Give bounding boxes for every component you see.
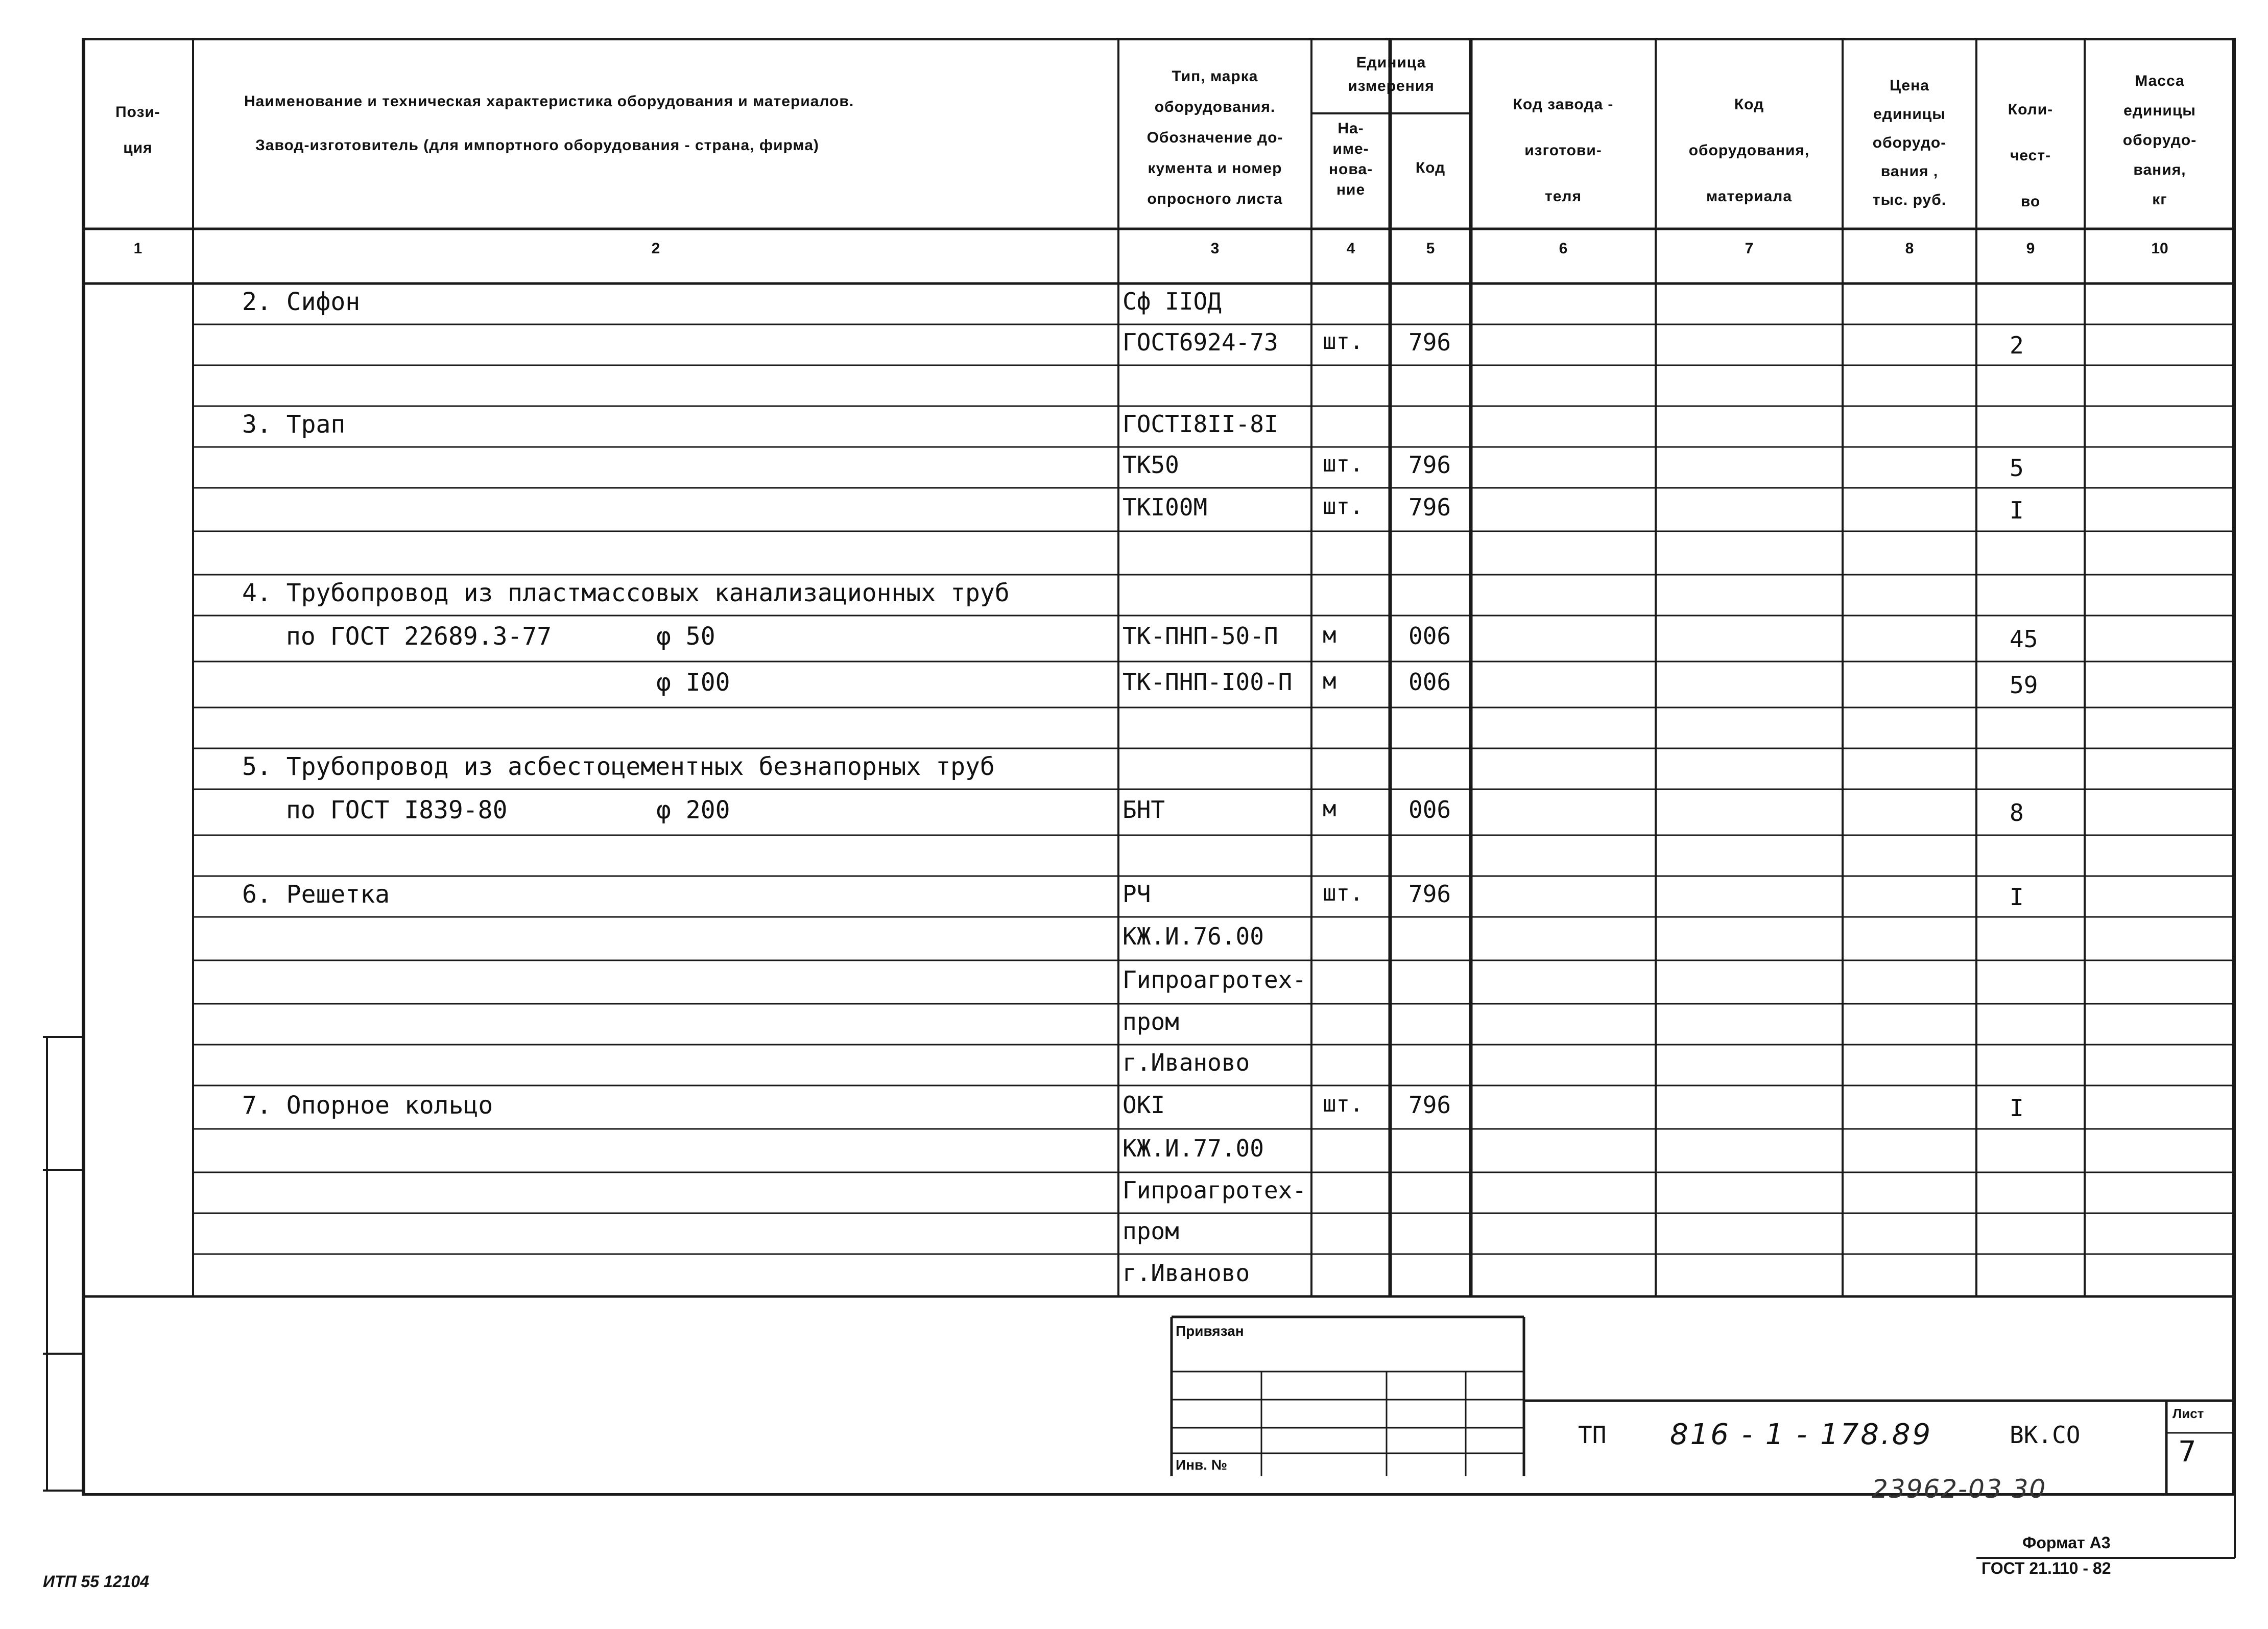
header-price: оборудо-	[1872, 134, 1947, 151]
row-type: ТК50	[1123, 451, 1179, 479]
row-quantity: 45	[2010, 625, 2038, 653]
column-number-8: 8	[1905, 240, 1914, 257]
header-name-description: Наименование и техническая характеристика оборудования и материалов.	[244, 93, 854, 110]
row-quantity: 59	[2010, 671, 2038, 699]
row-type: КЖ.И.77.00	[1123, 1134, 1264, 1162]
row-unit: м	[1323, 622, 1336, 648]
header-position: Пози-	[115, 104, 160, 121]
row-type: пром	[1123, 1008, 1179, 1035]
row-type: БНТ	[1123, 796, 1165, 823]
column-number-9: 9	[2026, 240, 2035, 257]
row-name: 6. Решетка	[242, 880, 390, 909]
header-mass: кг	[2152, 191, 2167, 208]
row-quantity: 8	[2010, 799, 2024, 827]
sheet-label: Лист	[2172, 1406, 2204, 1421]
header-mass: оборудо-	[2122, 132, 2197, 149]
row-type: ТК-ПНП-I00-П	[1123, 668, 1293, 696]
header-quantity: во	[2020, 193, 2041, 210]
row-type: Сф IIОД	[1123, 288, 1222, 315]
row-unit: шт.	[1323, 451, 1364, 477]
row-quantity: I	[2010, 496, 2024, 524]
row-type: г.Иваново	[1123, 1259, 1250, 1287]
row-type: ГОСТI8II-8I	[1123, 410, 1278, 438]
header-factory-code: Код завода -	[1513, 96, 1614, 113]
row-unit-code: 796	[1408, 1091, 1451, 1119]
row-unit-code: 796	[1408, 328, 1451, 356]
format-label: Формат А3	[2022, 1533, 2111, 1552]
column-number-4: 4	[1346, 240, 1355, 257]
row-name: 2. Сифон	[242, 288, 361, 316]
row-name: 7. Опорное кольцо	[242, 1091, 493, 1120]
row-unit-code: 796	[1408, 493, 1451, 521]
header-mass: единицы	[2123, 102, 2196, 119]
column-number-2: 2	[651, 240, 660, 257]
row-type: Гипроагротех-	[1123, 1176, 1307, 1204]
header-equipment-code: материала	[1706, 188, 1793, 205]
column-number-5: 5	[1426, 240, 1435, 257]
inventory-label: Инв. №	[1176, 1457, 1228, 1473]
doc-prefix: ТП	[1578, 1421, 1607, 1449]
header-unit-name: нова-	[1328, 161, 1373, 178]
row-unit: м	[1323, 796, 1336, 822]
row-unit-code: 006	[1408, 668, 1451, 696]
header-type-mark: Обозначение до-	[1147, 129, 1283, 146]
row-diameter: φ 200	[656, 796, 730, 824]
header-equipment-code: Код	[1734, 96, 1764, 113]
row-unit-code: 796	[1408, 451, 1451, 479]
row-name: 3. Трап	[242, 410, 346, 439]
header-unit-name: На-	[1338, 120, 1364, 137]
header-position: ция	[123, 139, 153, 156]
row-type: Гипроагротех-	[1123, 965, 1307, 994]
row-unit: шт.	[1323, 493, 1364, 520]
header-type-mark: оборудования.	[1154, 99, 1276, 115]
row-type: пром	[1123, 1217, 1179, 1245]
header-type-mark: кумента и номер	[1148, 160, 1282, 177]
row-quantity: 2	[2010, 332, 2024, 359]
header-mass: Масса	[2135, 73, 2185, 89]
header-name-description: Завод-изготовитель (для импортного оборудования - страна, фирма)	[255, 137, 819, 154]
sheet-number: 7	[2178, 1435, 2197, 1469]
row-type: РЧ	[1123, 880, 1151, 908]
column-number-3: 3	[1210, 240, 1220, 257]
row-name: по ГОСТ 22689.3-77	[286, 622, 552, 651]
header-price: вания ,	[1880, 163, 1939, 180]
header-factory-code: изготови-	[1524, 142, 1602, 159]
header-price: Цена	[1890, 77, 1929, 94]
header-factory-code: теля	[1545, 188, 1582, 205]
row-unit: м	[1323, 668, 1336, 694]
doc-number: 816 - 1 - 178.89	[1670, 1418, 1933, 1451]
row-quantity: I	[2010, 1094, 2024, 1122]
header-type-mark: Тип, марка	[1172, 68, 1258, 85]
row-quantity: I	[2010, 883, 2024, 911]
row-name: 5. Трубопровод из асбестоцементных безнапорных труб	[242, 752, 995, 781]
row-name: по ГОСТ I839-80	[286, 796, 508, 824]
header-quantity: Коли-	[2008, 101, 2054, 118]
header-price: единицы	[1873, 106, 1946, 123]
header-unit: измерения	[1348, 78, 1435, 95]
row-type: г.Иваново	[1123, 1049, 1250, 1076]
header-unit-code: Код	[1415, 159, 1446, 176]
row-name: 4. Трубопровод из пластмассовых канализационных труб	[242, 579, 1010, 607]
column-number-7: 7	[1745, 240, 1754, 257]
row-type: ГОСТ6924-73	[1123, 328, 1278, 356]
row-quantity: 5	[2010, 454, 2024, 482]
column-number-10: 10	[2151, 240, 2168, 257]
row-unit: шт.	[1323, 328, 1364, 355]
column-number-6: 6	[1559, 240, 1568, 257]
row-diameter: φ 50	[656, 622, 715, 651]
header-quantity: чест-	[2010, 147, 2051, 164]
row-unit-code: 006	[1408, 622, 1451, 650]
row-unit: шт.	[1323, 880, 1364, 906]
header-unit-name: ние	[1336, 181, 1366, 198]
row-unit: шт.	[1323, 1091, 1364, 1117]
row-unit-code: 006	[1408, 796, 1451, 823]
header-price: тыс. руб.	[1872, 192, 1947, 208]
row-type: ТК-ПНП-50-П	[1123, 622, 1278, 650]
doc-suffix: ВК.СО	[2010, 1421, 2081, 1449]
gost-label: ГОСТ 21.110 - 82	[1981, 1559, 2111, 1577]
privyazan-label: Привязан	[1176, 1323, 1244, 1339]
row-diameter: φ I00	[656, 668, 730, 697]
header-unit-name: име-	[1332, 140, 1369, 157]
row-unit-code: 796	[1408, 880, 1451, 908]
column-number-1: 1	[133, 240, 142, 257]
itp-label: ИТП 55 12104	[43, 1572, 149, 1591]
header-mass: вания,	[2133, 161, 2186, 178]
row-type: ТКI00М	[1123, 493, 1208, 521]
row-type: ОКI	[1123, 1091, 1165, 1119]
header-type-mark: опросного листа	[1147, 191, 1283, 207]
header-unit: Единица	[1356, 54, 1426, 71]
row-type: КЖ.И.76.00	[1123, 922, 1264, 950]
header-equipment-code: оборудования,	[1688, 142, 1810, 159]
handwritten-number: 23962-03 30	[1872, 1474, 2047, 1504]
